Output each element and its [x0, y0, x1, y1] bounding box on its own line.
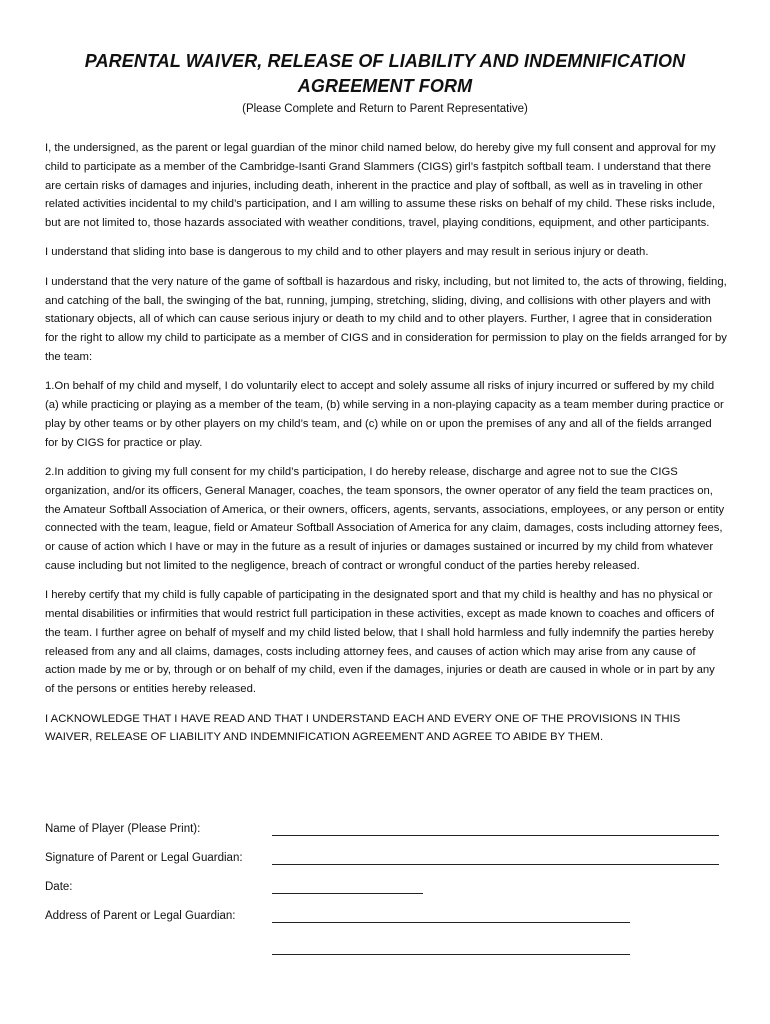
consent-paragraph: I, the undersigned, as the parent or legal guardian of the minor child named below, do hereby give my full consent and approval for my child to participate as a member of the Cambridge-Isanti Grand Slammers (CIGS) girl’s fastpitch softball team. I understand that there are certain risks of damages and injuries, including death, inherent in the practice and play of softball, as well as in traveling in other related activities incidental to my child’s participation, and I am willing to assume these risks on behalf of my child. These risks include, but are not limited to, those hazards associated with weather conditions, travel, playing conditions, equipment, and other participants. [45, 142, 716, 230]
title-line-2: AGREEMENT FORM [297, 76, 473, 96]
date-row [45, 878, 725, 896]
guardian-address-field-line-2[interactable] [272, 954, 630, 955]
document-title [30, 49, 740, 99]
player-name-row [45, 820, 725, 838]
guardian-signature-field[interactable] [272, 864, 719, 865]
guardian-signature-label: Signature of Parent or Legal Guardian: [45, 852, 243, 864]
guardian-address-row [45, 907, 725, 925]
guardian-address-field-line-1[interactable] [272, 922, 630, 923]
release-clause: 2.In addition to giving my full consent for my child’s participation, I do hereby release, discharge and agree not to sue the CIGS organization, and/or its officers, General Manager, coaches, the team sponsors, the owner operator of any field the team practices on, the Amateur Softball Association of America, or their owners, officers, agents, servants, associations, employees, or any person or entity connected with the team, league, field or Amateur Softball Association of America for any claim, damages, costs including attorney fees, or cause of action which I have or may in the future as a result of injuries or damages sustained or incurred by my child from whatever cause including but not limited to the negligence, breach of contract or wrongful conduct of the parties hereby released. [45, 465, 725, 572]
date-label: Date: [45, 881, 73, 893]
guardian-address-label: Address of Parent or Legal Guardian: [45, 910, 236, 922]
sliding-risk-paragraph: I understand that sliding into base is dangerous to my child and to other players and may result in serious injury or death. [45, 246, 649, 259]
assumption-of-risk-clause: 1.On behalf of my child and myself, I do voluntarily elect to accept and solely assume all risks of injury incurred or suffered by my child (a) while practicing or playing as a member of the team, (b) while serving in a non-playing capacity as a team member during practice or play by other teams or by other players on my child’s team, and (c) while on or upon the premises of any and all of the fields arranged for by CIGS for practice or play. [45, 380, 724, 449]
indemnification-paragraph: I hereby certify that my child is fully capable of participating in the designated sport and that my child is healthy and has no physical or mental disabilities or infirmities that would restrict full participation in these activities, except as made known to coaches and officers of the team. I further agree on behalf of myself and my child listed below, that I shall hold harmless and fully indemnify the parties hereby released from any and all claims, damages, costs including attorney fees, and causes of action which may arise from any cause of action made by me or by, through or on behalf of my child, even if the damages, injuries or death are caused in whole or in part by any of the persons or entities hereby released. [45, 589, 715, 696]
date-field[interactable] [272, 893, 423, 894]
document-body [45, 139, 727, 758]
player-name-label: Name of Player (Please Print): [45, 823, 201, 835]
guardian-signature-row [45, 849, 725, 867]
player-name-field[interactable] [272, 835, 719, 836]
acknowledgement-paragraph: I ACKNOWLEDGE THAT I HAVE READ AND THAT I UNDERSTAND EACH AND EVERY ONE OF THE PROVISIONS IN THIS WAIVER, RELEASE OF LIABILITY AND INDEMNIFICATION AGREEMENT AND AGREE TO ABIDE BY THEM. [45, 712, 681, 744]
document-subtitle: (Please Complete and Return to Parent Representative) [242, 103, 528, 115]
title-line-1: PARENTAL WAIVER, RELEASE OF LIABILITY AND INDEMNIFICATION [84, 51, 686, 71]
guardian-address-continuation-row [45, 939, 725, 957]
game-hazards-paragraph: I understand that the very nature of the game of softball is hazardous and risky, including, but not limited to, the acts of throwing, fielding, and catching of the ball, the swinging of the bat, running, jumping, stretching, sliding, diving, and collisions with other players and with stationary objects, all of which can cause serious injury or death to my child and to other players. Further, I agree that in consideration for the right to allow my child to participate as a member of CIGS and in consideration for permission to play on the fields arranged for by the team: [45, 275, 727, 363]
